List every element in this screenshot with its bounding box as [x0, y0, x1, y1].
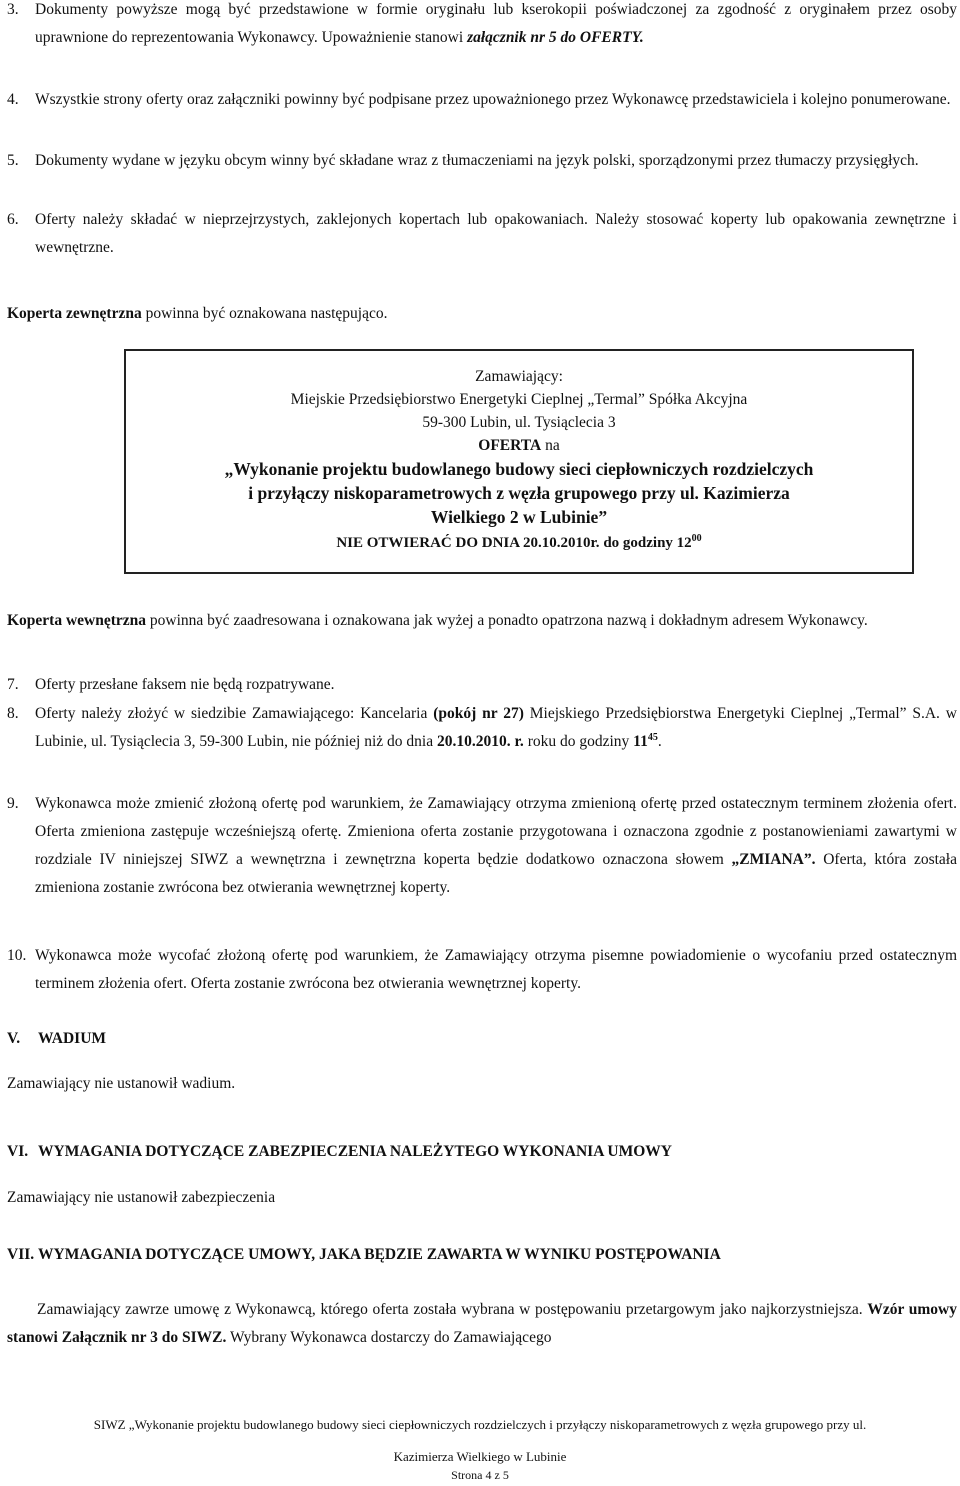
- box-title-line-3: Wielkiego 2 w Lubinie”: [430, 507, 608, 527]
- footer-line-2: Kazimierza Wielkiego w Lubinie: [393, 1449, 567, 1464]
- list-item-4: [7, 86, 957, 114]
- item-number: 4.: [7, 91, 19, 108]
- list-item-8: 8. Oferty należy złożyć w siedzibie Zamawiającego: Kancelaria (pokój nr 27) Miejskiego Przedsiębiorstwa Energetyki Cieplnej „Termal” S.A. w Lubinie, ul. Tysiąclecia 3, 59-300 Lubin, nie później niż do dnia 20.10.2010. r. roku do godziny $11^{45}$.: [7, 700, 957, 756]
- item-number: 3.: [7, 1, 19, 18]
- item-number: 5.: [7, 152, 19, 169]
- item-text: Oferty przesłane faksem nie będą rozpatrywane.: [35, 676, 335, 693]
- box-oferta: OFERTA na: [478, 437, 560, 454]
- item-text: Dokumenty powyższe mogą być przedstawione w formie oryginału lub kserokopii poświadczonej za zgodność z oryginałem przez osoby uprawnione do reprezentowania Wykonawcy. Upoważnienie stanowi: [35, 1, 957, 46]
- section-heading-v: V. WADIUM: [7, 1030, 107, 1047]
- footer-line-1: SIWZ „Wykonanie projektu budowlanego budowy sieci ciepłowniczych rozdzielczych i przyłączy niskoparametrowych z węzła grupowego przy ul.: [93, 1417, 867, 1432]
- box-title-line-1: „Wykonanie projektu budowlanego budowy sieci ciepłowniczych rozdzielczych: [224, 459, 814, 479]
- box-do-not-open: NIE OTWIERAĆ DO DNIA 20.10.2010r. do godziny $12^{00}$: [336, 533, 702, 551]
- list-item-10: [7, 942, 957, 998]
- page-number: Strona 4 z 5: [451, 1468, 509, 1482]
- item-number: 9.: [7, 795, 19, 812]
- item-number: 10.: [7, 947, 27, 964]
- item-text: Wszystkie strony oferty oraz załączniki powinny być podpisane przez upoważnionego przez Wykonawcę przedstawiciela i kolejno ponumerowane.: [35, 91, 951, 108]
- section-heading-vii: VII. WYMAGANIA DOTYCZĄCE UMOWY, JAKA BĘDZIE ZAWARTA W WYNIKU POSTĘPOWANIA: [7, 1246, 721, 1263]
- item-number: 7.: [7, 676, 19, 693]
- item-text: Oferty należy składać w nieprzejrzystych, zaklejonych kopertach lub opakowaniach. Należy stosować koperty lub opakowania zewnętrzne i wewnętrzne.: [35, 211, 957, 256]
- attachment-reference: załącznik nr 5 do OFERTY.: [467, 29, 644, 46]
- item-text: Wykonawca może wycofać złożoną ofertę pod warunkiem, że Zamawiający otrzyma pisemne powiadomienie o wycofaniu przed ostatecznym terminem złożenia ofert. Oferta zostanie zwrócona bez otwierania wewnętrznej koperty.: [35, 947, 957, 992]
- list-item-7: [7, 671, 957, 699]
- outer-envelope-label: Koperta zewnętrzna: [7, 305, 142, 322]
- inner-envelope-paragraph: Koperta wewnętrzna powinna być zaadresowana i oznakowana jak wyżej a ponadto opatrzona nazwą i dokładnym adresem Wykonawcy.: [7, 612, 868, 629]
- item-number: 6.: [7, 211, 19, 228]
- outer-envelope-paragraph: Koperta zewnętrzna powinna być oznakowana następująco.: [7, 305, 388, 322]
- section-v-body: Zamawiający nie ustanowił wadium.: [7, 1075, 236, 1092]
- envelope-label-box: [124, 349, 914, 574]
- box-address: 59-300 Lubin, ul. Tysiąclecia 3: [422, 414, 616, 431]
- inner-envelope-label: Koperta wewnętrzna: [7, 612, 147, 629]
- list-item-9: 9. Wykonawca może zmienić złożoną ofertę pod warunkiem, że Zamawiający otrzyma zmienioną ofertę przed ostatecznym terminem złożenia ofert. Oferta zmieniona zastępuje wcześniejszą ofertę. Zmieniona oferta zostanie przygotowana i oznaczona zgodnie z postanowieniami zawartymi w rozdziale IV niniejszej SIWZ a wewnętrzna i zewnętrzna koperta będzie dodatkowo oznaczona słowem „ZMIANA”. Oferta, która została zmieniona zostanie zwrócona bez otwierania wewnętrznej koperty.: [7, 790, 957, 902]
- item-text: Dokumenty wydane w języku obcym winny być składane wraz z tłumaczeniami na język polski, sporządzonymi przez tłumaczy przysięgłych.: [35, 152, 919, 169]
- section-vii-body: Zamawiający zawrze umowę z Wykonawcą, którego oferta została wybrana w postępowaniu przetargowym jako najkorzystniejsza. Wzór umowy stanowi Załącznik nr 3 do SIWZ. Wybrany Wykonawca dostarczy do Zamawiającego: [7, 1301, 957, 1346]
- section-heading-vi: VI. WYMAGANIA DOTYCZĄCE ZABEZPIECZENIA NALEŻYTEGO WYKONANIA UMOWY: [7, 1143, 673, 1160]
- box-title-line-2: i przyłączy niskoparametrowych z węzła grupowego przy ul. Kazimierza: [248, 483, 790, 503]
- item-number: 8.: [7, 705, 19, 722]
- list-item-5: [7, 147, 957, 175]
- box-company: Miejskie Przedsiębiorstwo Energetyki Cieplnej „Termal” Spółka Akcyjna: [290, 391, 748, 408]
- section-vi-body: Zamawiający nie ustanowił zabezpieczenia: [7, 1189, 276, 1206]
- list-item-3: [7, 0, 957, 52]
- list-item-6: [7, 206, 957, 262]
- box-label: Zamawiający:: [475, 368, 563, 385]
